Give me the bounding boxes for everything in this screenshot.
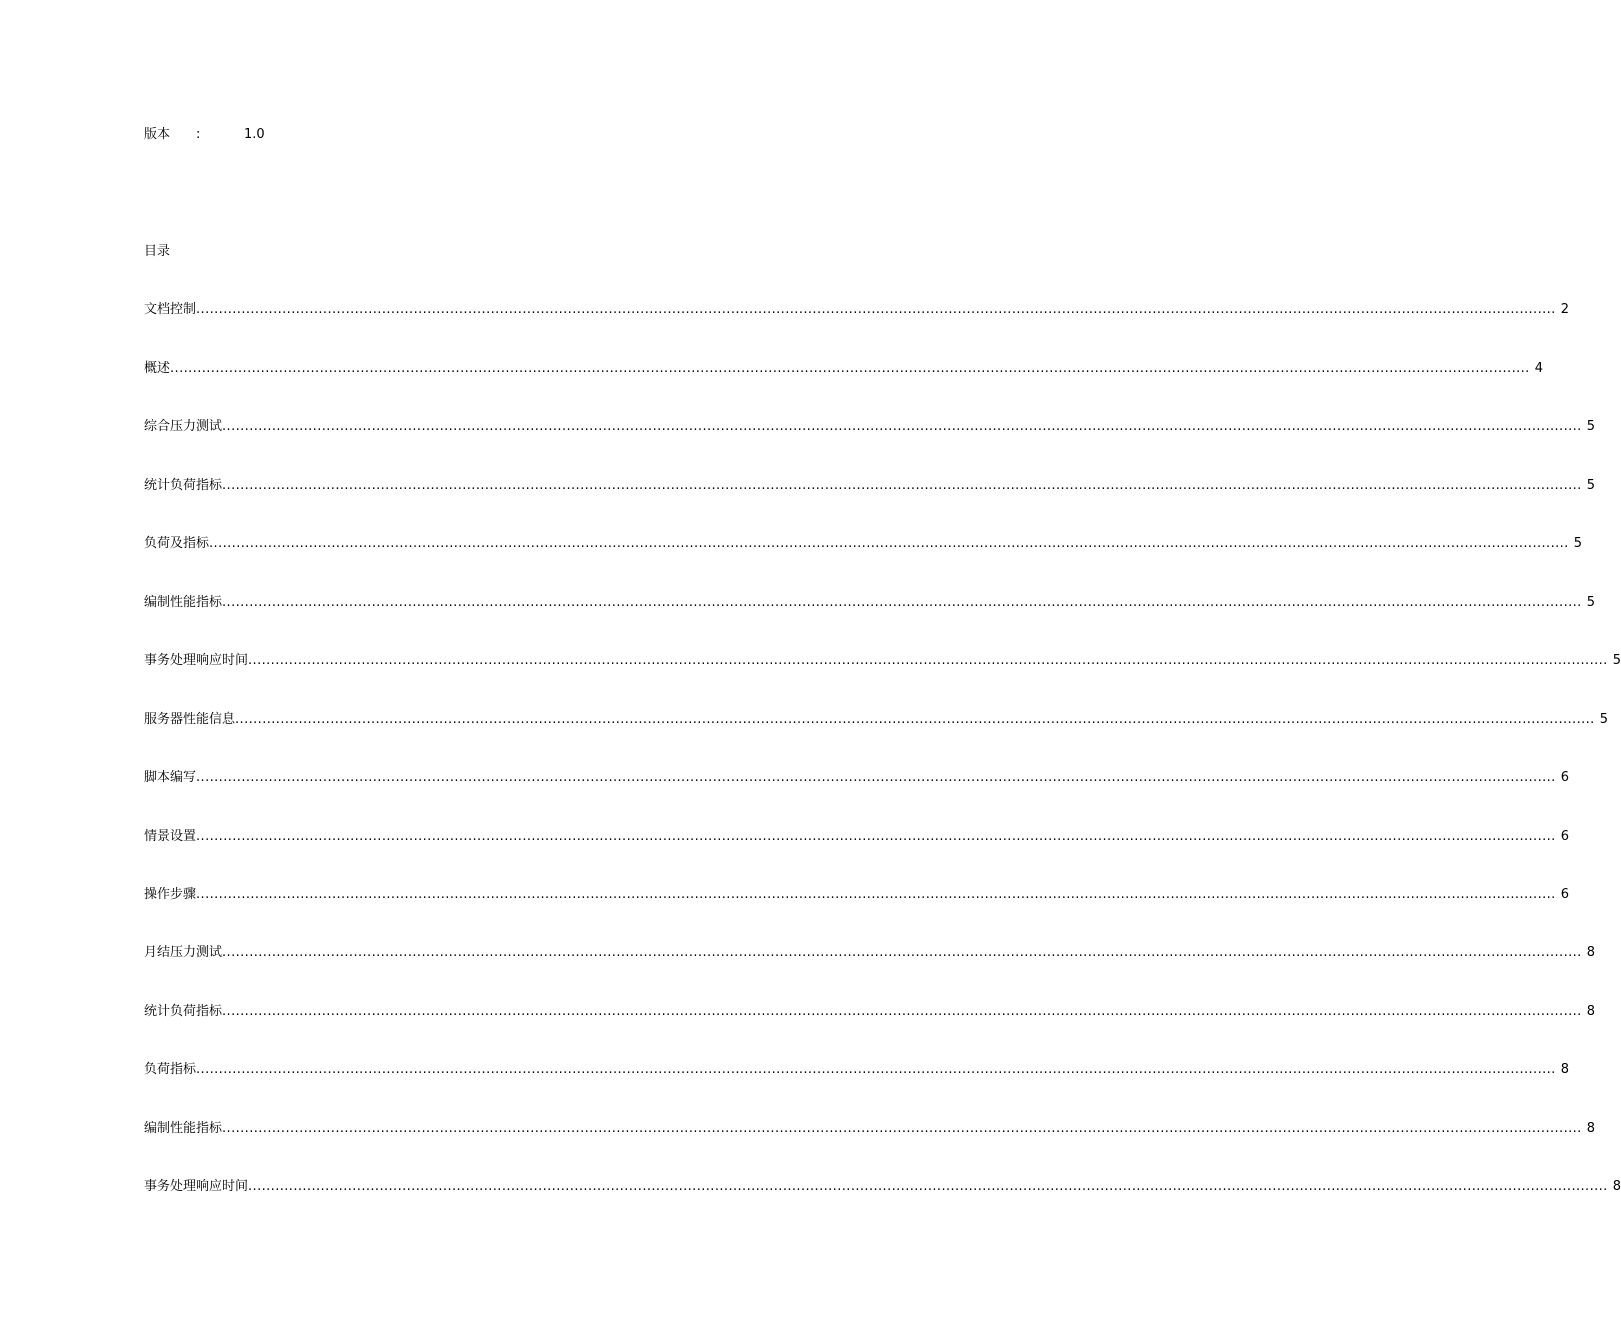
toc-entry-title: 服务器性能信息 bbox=[144, 712, 236, 727]
toc-entry[interactable] bbox=[144, 360, 1543, 378]
toc-entry-page: 8 bbox=[1586, 1121, 1595, 1136]
toc-entry-page: 6 bbox=[1560, 829, 1569, 844]
toc-leader-dots: ............................................................................................................................................................................................................................................................................................................ bbox=[196, 302, 1556, 317]
toc-entry-title: 统计负荷指标 bbox=[144, 478, 223, 493]
toc-entry[interactable] bbox=[144, 711, 1608, 729]
toc-entry-title: 编制性能指标 bbox=[144, 1121, 223, 1136]
toc-entry-title: 文档控制 bbox=[144, 302, 197, 317]
toc-leader-dots: ............................................................................................................................................................................................................................................................................................................ bbox=[248, 1179, 1608, 1194]
toc-leader-dots: ............................................................................................................................................................................................................................................................................................................ bbox=[248, 653, 1608, 668]
toc-entry[interactable] bbox=[144, 769, 1569, 787]
toc-leader-dots: ............................................................................................................................................................................................................................................................................................................ bbox=[222, 419, 1582, 434]
toc-entry[interactable] bbox=[144, 1061, 1569, 1079]
toc-entry-title: 操作步骤 bbox=[144, 887, 197, 902]
toc-entry[interactable] bbox=[144, 1003, 1595, 1021]
toc-leader-dots: ............................................................................................................................................................................................................................................................................................................ bbox=[222, 1121, 1582, 1136]
toc-entry[interactable] bbox=[144, 418, 1595, 436]
toc-leader-dots: ............................................................................................................................................................................................................................................................................................................ bbox=[209, 536, 1569, 551]
version-value: 1.0 bbox=[244, 127, 265, 142]
toc-entry[interactable] bbox=[144, 535, 1582, 553]
toc-entry-page: 5 bbox=[1586, 419, 1595, 434]
toc-leader-dots: ............................................................................................................................................................................................................................................................................................................ bbox=[196, 770, 1556, 785]
toc-entry[interactable] bbox=[144, 301, 1569, 319]
toc-entry-page: 8 bbox=[1586, 1004, 1595, 1019]
toc-leader-dots: ............................................................................................................................................................................................................................................................................................................ bbox=[222, 478, 1582, 493]
toc-entry-page: 8 bbox=[1612, 1179, 1621, 1194]
toc-entry[interactable] bbox=[144, 477, 1595, 495]
toc-entry[interactable] bbox=[144, 828, 1569, 846]
toc-entry-title: 综合压力测试 bbox=[144, 419, 223, 434]
toc-entry-page: 4 bbox=[1534, 361, 1543, 376]
toc-leader-dots: ............................................................................................................................................................................................................................................................................................................ bbox=[235, 712, 1595, 727]
toc-entry-page: 5 bbox=[1586, 595, 1595, 610]
toc-leader-dots: ............................................................................................................................................................................................................................................................................................................ bbox=[222, 595, 1582, 610]
toc-leader-dots: ............................................................................................................................................................................................................................................................................................................ bbox=[222, 1004, 1582, 1019]
toc-entry-page: 5 bbox=[1599, 712, 1608, 727]
toc-entry-page: 5 bbox=[1586, 478, 1595, 493]
toc-entry-title: 月结压力测试 bbox=[144, 945, 223, 960]
toc-entry[interactable] bbox=[144, 594, 1595, 612]
version-colon: : bbox=[196, 127, 201, 142]
toc-entry[interactable] bbox=[144, 652, 1621, 670]
toc-entry-title: 情景设置 bbox=[144, 829, 197, 844]
toc-entry-page: 6 bbox=[1560, 887, 1569, 902]
toc-entry[interactable] bbox=[144, 1178, 1621, 1196]
toc-entry-title: 负荷指标 bbox=[144, 1062, 197, 1077]
toc-entry-page: 2 bbox=[1560, 302, 1569, 317]
toc-entry-title: 事务处理响应时间 bbox=[144, 653, 249, 668]
toc-leader-dots: ............................................................................................................................................................................................................................................................................................................ bbox=[196, 1062, 1556, 1077]
toc-entry-title: 编制性能指标 bbox=[144, 595, 223, 610]
toc-entry[interactable] bbox=[144, 886, 1569, 904]
toc-entry-page: 8 bbox=[1560, 1062, 1569, 1077]
toc-entry-page: 5 bbox=[1573, 536, 1582, 551]
toc-entry-title: 脚本编写 bbox=[144, 770, 197, 785]
toc-leader-dots: ............................................................................................................................................................................................................................................................................................................ bbox=[196, 829, 1556, 844]
version-label: 版本 bbox=[144, 127, 171, 142]
toc-entry-title: 负荷及指标 bbox=[144, 536, 210, 551]
toc-entry[interactable] bbox=[144, 944, 1595, 962]
toc-entry-title: 统计负荷指标 bbox=[144, 1004, 223, 1019]
toc-leader-dots: ............................................................................................................................................................................................................................................................................................................ bbox=[196, 887, 1556, 902]
toc-leader-dots: ............................................................................................................................................................................................................................................................................................................ bbox=[170, 361, 1530, 376]
toc-entry-title: 事务处理响应时间 bbox=[144, 1179, 249, 1194]
toc-entry[interactable] bbox=[144, 1120, 1595, 1138]
toc-leader-dots: ............................................................................................................................................................................................................................................................................................................ bbox=[222, 945, 1582, 960]
toc-heading: 目录 bbox=[144, 244, 171, 259]
toc-entry-title: 概述 bbox=[144, 361, 171, 376]
toc-entry-page: 8 bbox=[1586, 945, 1595, 960]
toc-entry-page: 5 bbox=[1612, 653, 1621, 668]
toc-entry-page: 6 bbox=[1560, 770, 1569, 785]
